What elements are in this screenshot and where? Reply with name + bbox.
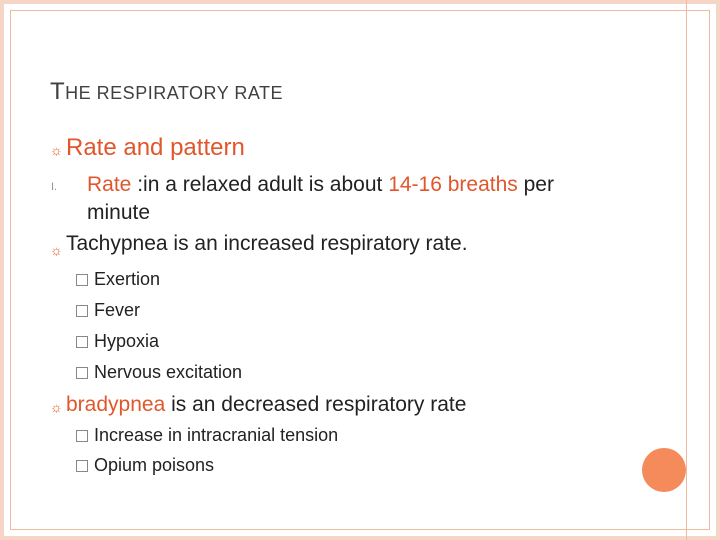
roman-numeral-marker: I. [51,181,58,193]
bradypnea-cause: Increase in intracranial tension [94,425,339,445]
tachypnea-cause: Exertion [94,269,161,289]
vertical-rule [686,0,687,540]
rate-line-2: minute [87,201,151,224]
rate-term: Rate [87,173,132,196]
rate-line-1 [87,173,554,197]
bradypnea-term: bradypnea [66,393,166,416]
sun-icon: ☼ [50,242,63,258]
checkbox-icon [76,460,88,472]
accent-circle [642,448,686,492]
bradypnea-text: is an decreased respiratory rate [165,393,467,416]
tachypnea-cause: Nervous excitation [94,362,243,382]
checkbox-icon [76,305,88,317]
checkbox-icon [76,430,88,442]
tachypnea-text: is an increased respiratory rate. [167,232,468,255]
checkbox-icon [76,336,88,348]
checkbox-icon [76,367,88,379]
rate-value: 14-16 breaths [388,173,518,196]
tachypnea-line [66,232,468,256]
bradypnea-cause: Opium poisons [94,455,215,475]
sun-icon: ☼ [50,399,63,415]
rate-text-a: :in a relaxed adult is about [131,173,389,196]
sun-icon: ☼ [50,142,63,158]
tachypnea-cause: Hypoxia [94,331,160,351]
title-rest: HE RESPIRATORY RATE [65,83,284,103]
slide-title [50,78,283,106]
tachypnea-term: Tachypnea [66,232,168,255]
tachypnea-cause: Fever [94,300,141,320]
rate-text-b: per [517,173,554,196]
title-first-letter: T [50,78,66,105]
checkbox-icon [76,274,88,286]
bradypnea-line [66,393,466,417]
heading-rate-and-pattern: Rate and pattern [66,134,245,161]
